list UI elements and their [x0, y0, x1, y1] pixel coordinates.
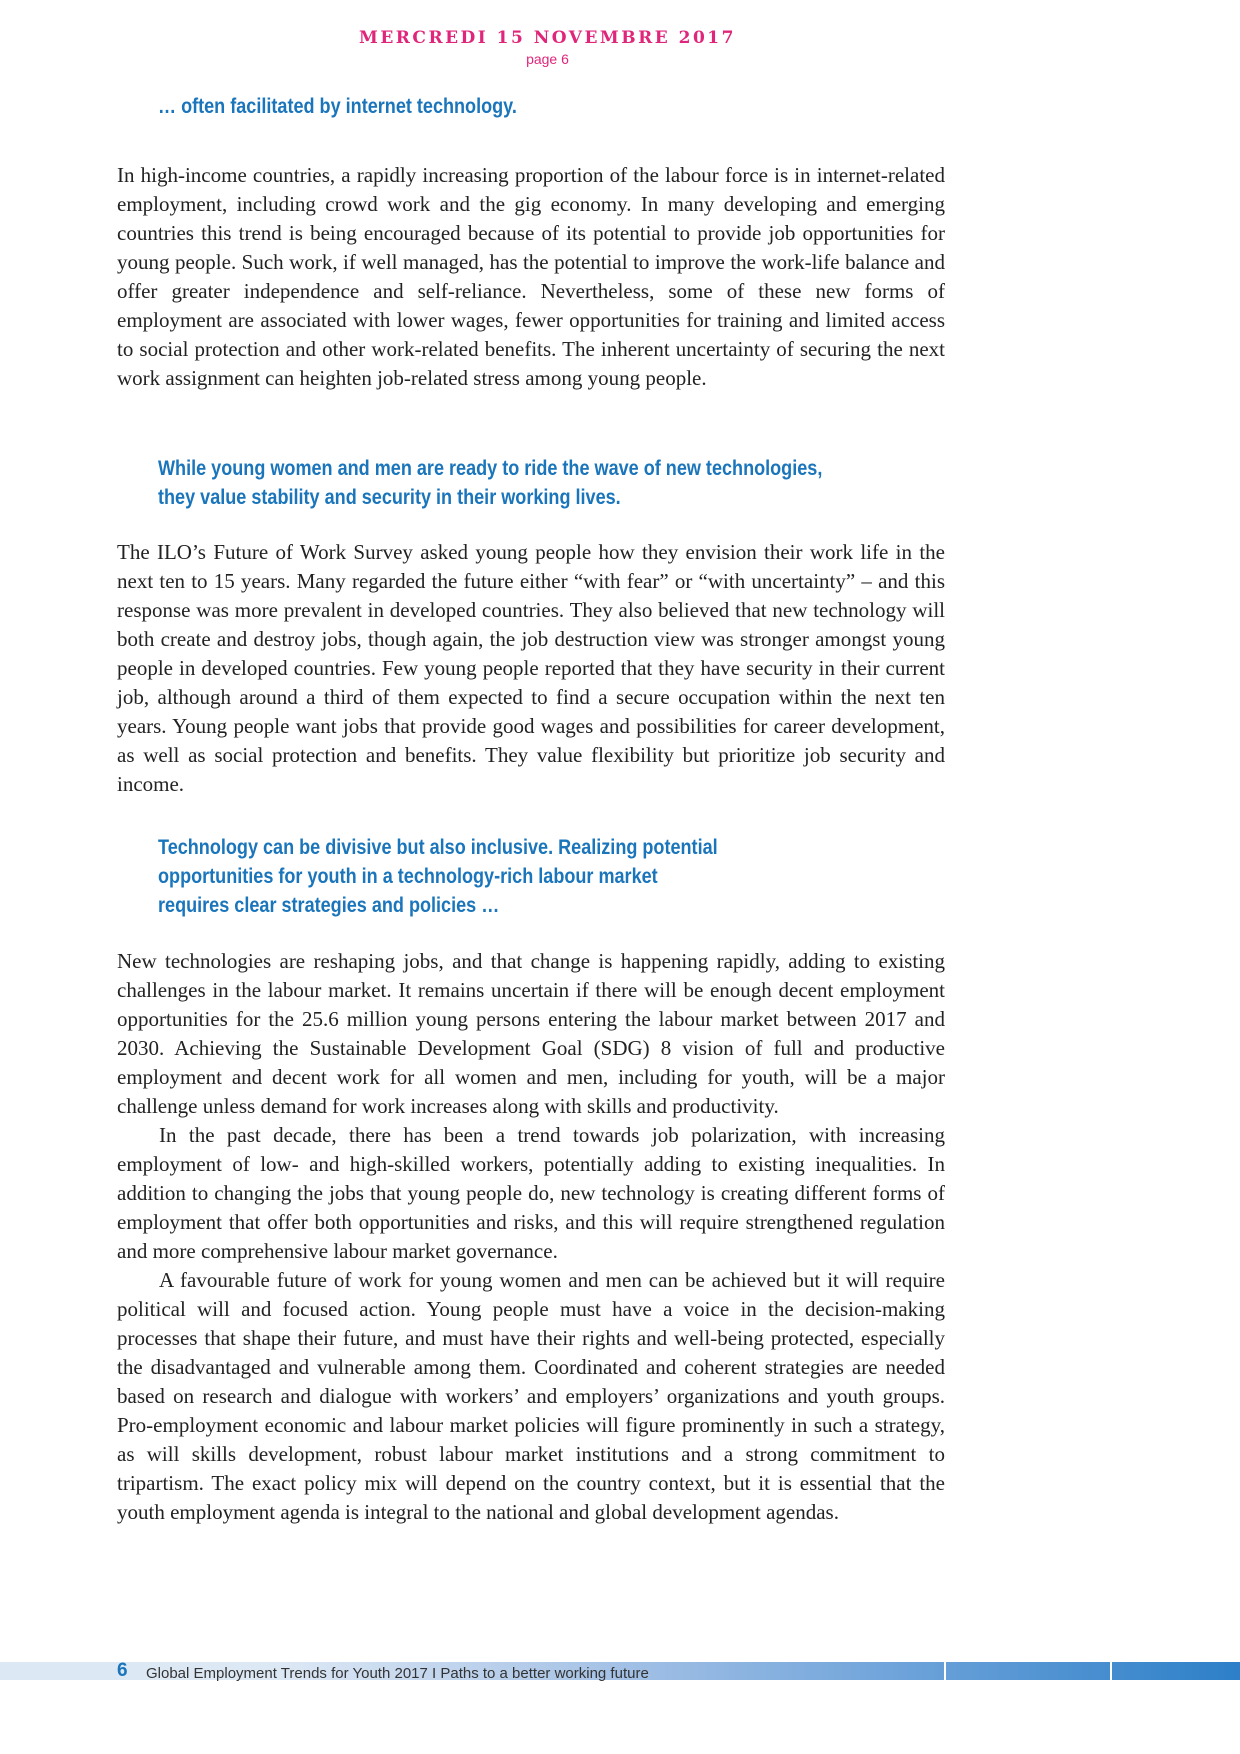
- section-1-body: [117, 161, 945, 393]
- section-3-heading: [158, 833, 718, 920]
- section-2-body: [117, 538, 945, 799]
- footer-divider: [944, 1662, 946, 1680]
- section-2-heading: [158, 454, 822, 512]
- section-3-heading-line: Technology can be divisive but also inclusive. Realizing potential: [158, 836, 718, 859]
- paragraph: In high-income countries, a rapidly increasing proportion of the labour force is in internet-related employment, including crowd work and the gig economy. In many developing and emerging countries this trend is being encouraged because of its potential to provide job opportunities for young people. Such work, if well managed, has the potential to improve the work-life balance and offer greater independence and self-reliance. Nevertheless, some of these new forms of employment are associated with lower wages, fewer opportunities for training and limited access to social protection and other work-related benefits. The inherent uncertainty of securing the next work assignment can heighten job-related stress among young people.: [117, 163, 945, 390]
- section-2-heading-line: they value stability and security in their working lives.: [158, 486, 621, 509]
- paragraph: The ILO’s Future of Work Survey asked young people how they envision their work life in the next ten to 15 years. Many regarded the future either “with fear” or “with uncertainty” – and this response was more prevalent in developed countries. They also believed that new technology will both create and destroy jobs, though again, the job destruction view was stronger amongst young people in developed countries. Few young people reported that they have security in their current job, although around a third of them expected to find a secure occupation within the next ten years. Young people want jobs that provide good wages and possibilities for career development, as well as social protection and benefits. They value flexibility but prioritize job security and income.: [117, 540, 945, 796]
- paragraph: A favourable future of work for young women and men can be achieved but it will require political will and focused action. Young people must have a voice in the decision-making processes that shape their future, and must have their rights and well-being protected, especially the disadvantaged and vulnerable among them. Coordinated and coherent strategies are needed based on research and dialogue with workers’ and employers’ organizations and youth groups. Pro-employment economic and labour market policies will figure prominently in such a strategy, as will skills development, robust labour market institutions and a strong commitment to tripartism. The exact policy mix will depend on the country context, but it is essential that the youth employment agenda is integral to the national and global development agendas.: [117, 1268, 945, 1524]
- section-1-heading-line: … often facilitated by internet technology.: [158, 95, 517, 118]
- section-3-body: [117, 947, 945, 1527]
- footer-divider: [1110, 1662, 1112, 1680]
- section-3-heading-line: requires clear strategies and policies …: [158, 894, 500, 917]
- section-2-heading-line: While young women and men are ready to ride the wave of new technologies,: [158, 457, 823, 480]
- footer-page-number: 6: [117, 1660, 128, 1681]
- header-date: MERCREDI 15 NOVEMBRE 2017: [359, 28, 736, 48]
- header-page-label: page 6: [526, 51, 569, 67]
- footer-publication-title: Global Employment Trends for Youth 2017 I Paths to a better working future: [146, 1665, 649, 1682]
- paragraph: In the past decade, there has been a trend towards job polarization, with increasing employment of low- and high-skilled workers, potentially adding to existing inequalities. In addition to changing the jobs that young people do, new technology is creating different forms of employment that offer both opportunities and risks, and this will require strengthened regulation and more comprehensive labour market governance.: [117, 1123, 945, 1263]
- paragraph: New technologies are reshaping jobs, and that change is happening rapidly, adding to existing challenges in the labour market. It remains uncertain if there will be enough decent employment opportunities for the 25.6 million young persons entering the labour market between 2017 and 2030. Achieving the Sustainable Development Goal (SDG) 8 vision of full and productive employment and decent work for all women and men, including for youth, will be a major challenge unless demand for work increases along with skills and productivity.: [117, 949, 945, 1118]
- section-3-heading-line: opportunities for youth in a technology-rich labour market: [158, 865, 658, 888]
- section-1-heading: [158, 92, 517, 121]
